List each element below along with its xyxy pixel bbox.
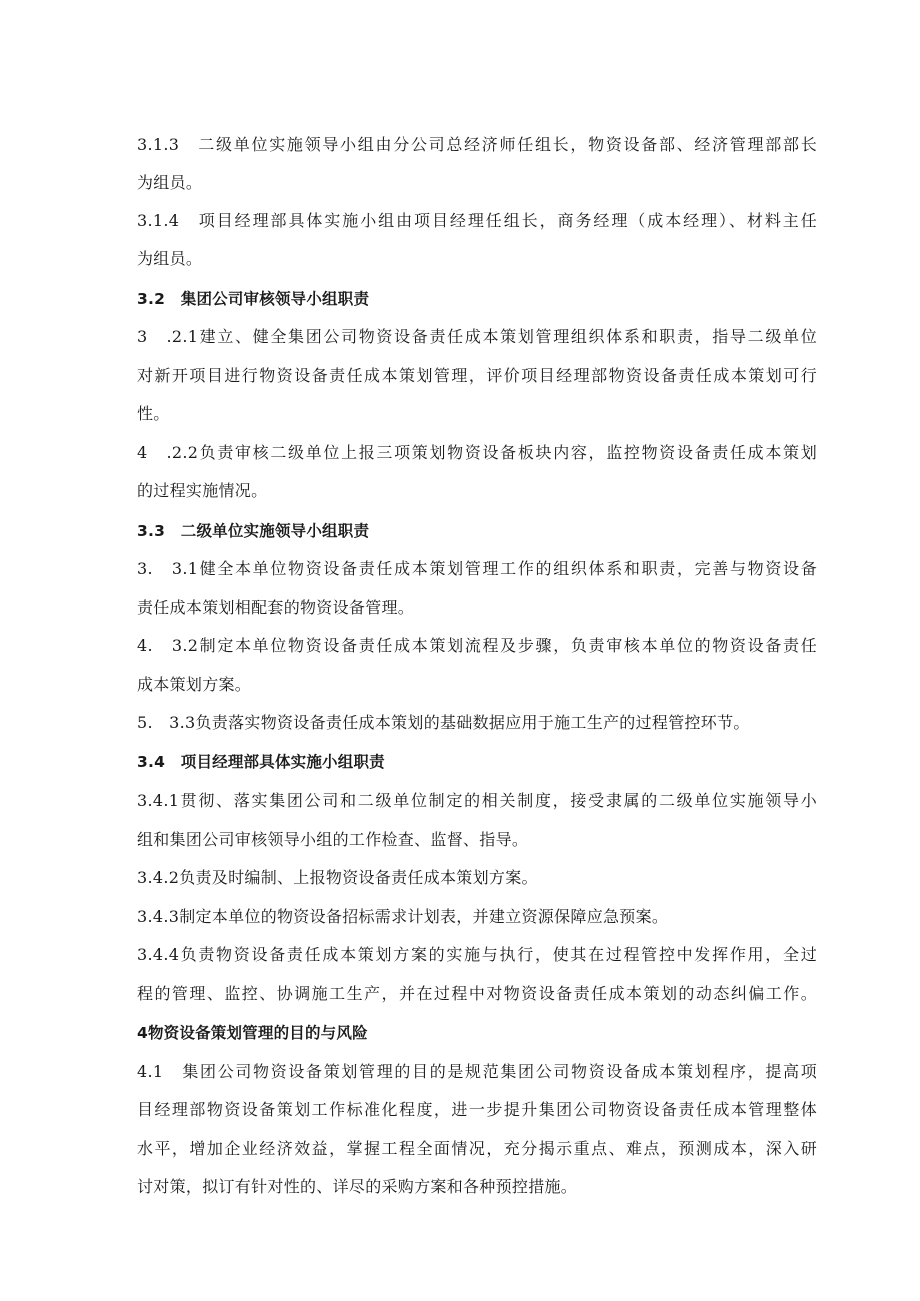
paragraph-line: 为组员。 — [137, 173, 203, 192]
paragraph-line: 3.1.3 二级单位实施领导小组由分公司总经济师任组长，物资设备部、经济管理部部长 — [137, 135, 817, 154]
paragraph-line: 的过程实施情况。 — [137, 481, 268, 500]
paragraph-line: 3 .2.1建立、健全集团公司物资设备责任成本策划管理组织体系和职责，指导二级单位 — [137, 327, 817, 346]
paragraph-line: 3.1.4 项目经理部具体实施小组由项目经理任组长，商务经理（成本经理）、材料主任 — [137, 211, 817, 230]
paragraph-line: 组和集团公司审核领导小组的工作检查、监督、指导。 — [137, 830, 529, 849]
paragraph-line: 4 .2.2负责审核二级单位上报三项策划物资设备板块内容，监控物资设备责任成本策划 — [137, 443, 817, 462]
paragraph-line: 3.4.3制定本单位的物资设备招标需求计划表，并建立资源保障应急预案。 — [137, 907, 669, 926]
paragraph-line: 4. 3.2制定本单位物资设备责任成本策划流程及步骤，负责审核本单位的物资设备责任 — [137, 636, 817, 655]
section-heading-3-4: 3.4 项目经理部具体实施小组职责 — [137, 753, 385, 771]
paragraph-line: 成本策划方案。 — [137, 675, 252, 694]
paragraph-line: 水平，增加企业经济效益，掌握工程全面情况，充分揭示重点、难点，预测成本，深入研 — [137, 1139, 817, 1158]
paragraph-line: 为组员。 — [137, 249, 203, 268]
paragraph-line: 程的管理、监控、协调施工生产，并在过程中对物资设备责任成本策划的动态纠偏工作。 — [137, 984, 817, 1003]
section-heading-4: 4物资设备策划管理的目的与风险 — [137, 1024, 368, 1042]
paragraph-line: 对新开项目进行物资设备责任成本策划管理，评价项目经理部物资设备责任成本策划可行 — [137, 366, 817, 385]
paragraph-line: 目经理部物资设备策划工作标准化程度，进一步提升集团公司物资设备责任成本管理整体 — [137, 1100, 817, 1119]
paragraph-line: 3. 3.1健全本单位物资设备责任成本策划管理工作的组织体系和职责，完善与物资设备 — [137, 559, 817, 578]
paragraph-line: 3.4.1贯彻、落实集团公司和二级单位制定的相关制度，接受隶属的二级单位实施领导小 — [137, 791, 817, 810]
paragraph-line: 5. 3.3负责落实物资设备责任成本策划的基础数据应用于施工生产的过程管控环节。 — [137, 713, 750, 732]
paragraph-line: 讨对策，拟订有针对性的、详尽的采购方案和各种预控措施。 — [137, 1177, 578, 1196]
section-heading-3-2: 3.2 集团公司审核领导小组职责 — [137, 290, 370, 308]
paragraph-line: 责任成本策划相配套的物资设备管理。 — [137, 598, 415, 617]
paragraph-line: 4.1 集团公司物资设备策划管理的目的是规范集团公司物资设备成本策划程序，提高项 — [137, 1062, 817, 1081]
paragraph-line: 性。 — [137, 404, 170, 423]
section-heading-3-3: 3.3 二级单位实施领导小组职责 — [137, 522, 370, 540]
paragraph-line: 3.4.4负责物资设备责任成本策划方案的实施与执行，使其在过程管控中发挥作用，全过 — [137, 945, 817, 964]
paragraph-line: 3.4.2负责及时编制、上报物资设备责任成本策划方案。 — [137, 868, 538, 887]
